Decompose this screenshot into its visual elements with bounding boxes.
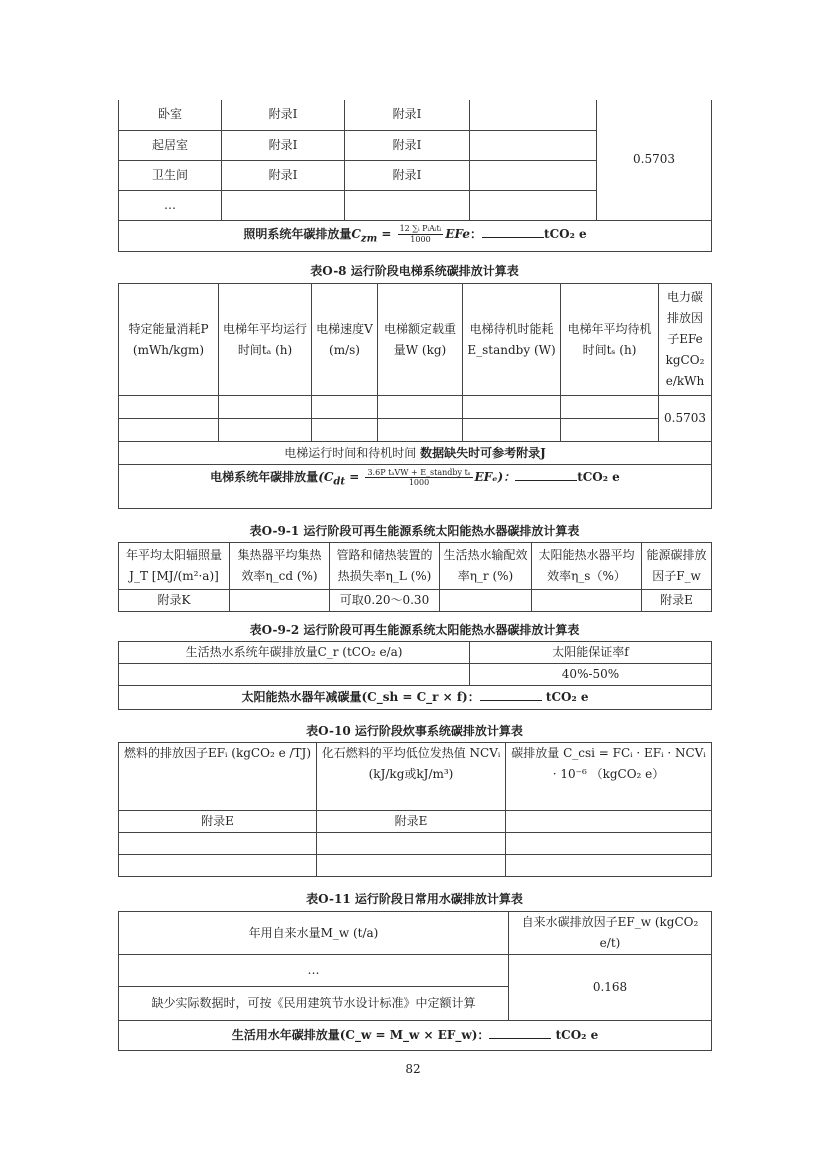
table-cell <box>317 833 506 855</box>
table-cell <box>463 419 561 442</box>
table-cell: 附录E <box>317 811 506 833</box>
table-cell <box>561 396 659 419</box>
water-summary-row <box>119 1021 712 1051</box>
solar-heater-table-2 <box>118 641 712 710</box>
summary-unit: tCO₂ e <box>545 690 589 704</box>
answer-blank[interactable] <box>482 225 544 238</box>
table-cell: 可取0.20～0.30 <box>330 590 440 612</box>
formula-fraction <box>365 468 472 487</box>
table-cell <box>470 160 597 190</box>
table-cell <box>119 833 317 855</box>
lighting-table <box>118 100 712 252</box>
table-cell <box>470 100 597 130</box>
table-header: 太阳能热水器平均效率η_s（%） <box>532 543 642 590</box>
table-header: 碳排放量 C_csi = FCᵢ · EFᵢ · NCVᵢ · 10⁻⁶ （kgCO₂ e） <box>506 743 712 811</box>
emission-factor-cell: 0.5703 <box>659 396 712 442</box>
table-caption: 表O-9-2 运行阶段可再生能源系统太阳能热水器碳排放计算表 <box>249 623 580 637</box>
table-caption: 表O-8 运行阶段电梯系统碳排放计算表 <box>310 264 519 278</box>
table-cell <box>312 419 378 442</box>
formula-tail: EFe <box>445 226 471 241</box>
table-cell <box>317 855 506 877</box>
table-cell <box>506 833 712 855</box>
formula-symbol: (C <box>318 470 334 484</box>
table-cell: 附录E <box>642 590 712 612</box>
formula-equals: = <box>377 226 396 241</box>
page-number: 82 <box>405 1062 421 1076</box>
table-header: 电力碳排放因子EFe kgCO₂ e/kWh <box>659 284 712 396</box>
summary-label: 生活用水年碳排放量(C_w = M_w × EF_w)： <box>231 1028 490 1042</box>
table-cell <box>470 130 597 160</box>
table-header: 自来水碳排放因子EF_w (kgCO₂ e/t) <box>509 912 712 955</box>
formula-subscript: zm <box>360 232 378 244</box>
summary-label: 太阳能热水器年减碳量(C_sh = C_r × f)： <box>241 690 480 704</box>
table-header: 电梯待机时能耗E_standby (W) <box>463 284 561 396</box>
table-header: 生活热水系统年碳排放量C_r (tCO₂ e/a) <box>119 642 470 664</box>
table-header: 电梯额定载重量W (kg) <box>378 284 463 396</box>
table-header: 特定能量消耗P (mWh/kgm) <box>119 284 219 396</box>
table-cell <box>506 855 712 877</box>
table-cell <box>119 396 219 419</box>
table-header: 电梯年平均运行时间tₐ (h) <box>219 284 312 396</box>
table-cell <box>312 396 378 419</box>
table-header: 电梯速度V (m/s) <box>312 284 378 396</box>
fraction-numerator: 12 ∑ᵢ PᵢAᵢtᵢ <box>399 224 442 234</box>
lighting-summary-row <box>119 220 712 251</box>
table-header: 管路和储热装置的热损失率η_L (%) <box>330 543 440 590</box>
table-cell <box>119 419 219 442</box>
table-header: 生活热水输配效率η_r (%) <box>440 543 532 590</box>
table-cell: 附录E <box>119 811 317 833</box>
summary-unit: tCO₂ e <box>555 1028 599 1042</box>
table-cell <box>230 590 330 612</box>
table-cell <box>378 396 463 419</box>
emission-factor-cell: 0.5703 <box>597 100 712 220</box>
table-cell: 附录I <box>345 100 470 130</box>
table-cell <box>532 590 642 612</box>
solar-heater-table-1 <box>118 542 712 612</box>
answer-blank[interactable] <box>515 468 577 481</box>
table-cell <box>440 590 532 612</box>
table-cell: 附录I <box>222 160 345 190</box>
formula-colon: ： <box>470 226 483 241</box>
table-cell: 附录I <box>345 160 470 190</box>
answer-blank[interactable] <box>480 688 542 701</box>
note-bold-text: 数据缺失时可参考附录J <box>420 445 546 460</box>
note-text: 电梯运行时间和待机时间 <box>284 445 421 460</box>
table-header: 燃料的排放因子EFᵢ (kgCO₂ e /TJ) <box>119 743 317 811</box>
table-caption: 表O-11 运行阶段日常用水碳排放计算表 <box>306 892 523 906</box>
formula-subscript: dt <box>333 476 346 488</box>
table-cell <box>119 664 470 686</box>
table-header: 能源碳排放因子F_w <box>642 543 712 590</box>
summary-unit: tCO₂ e <box>577 470 620 484</box>
cooking-table <box>118 742 712 877</box>
table-cell: 附录I <box>345 130 470 160</box>
table-cell: … <box>119 190 222 220</box>
table-caption: 表O-9-1 运行阶段可再生能源系统太阳能热水器碳排放计算表 <box>249 524 580 538</box>
table-header: 年平均太阳辐照量J_T [MJ/(m²·a)] <box>119 543 230 590</box>
table-cell: 40%-50% <box>470 664 712 686</box>
table-cell: … <box>119 955 509 987</box>
elevator-summary-row <box>119 465 712 509</box>
formula-tail: EFₑ)： <box>474 470 516 484</box>
elevator-note-row <box>119 442 712 465</box>
table-cell <box>345 190 470 220</box>
table-cell: 卫生间 <box>119 160 222 190</box>
summary-label: 电梯系统年碳排放量 <box>210 470 319 484</box>
table-cell <box>470 190 597 220</box>
table-cell: 起居室 <box>119 130 222 160</box>
water-table <box>118 911 712 1051</box>
table-caption: 表O-10 运行阶段炊事系统碳排放计算表 <box>306 724 523 738</box>
table-cell <box>219 419 312 442</box>
table-cell: 卧室 <box>119 100 222 130</box>
summary-label: 照明系统年碳排放量 <box>243 226 352 241</box>
table-cell <box>561 419 659 442</box>
fraction-denominator: 1000 <box>408 478 430 487</box>
elevator-table <box>118 283 712 509</box>
table-cell <box>222 190 345 220</box>
table-header: 化石燃料的平均低位发热值 NCVᵢ (kJ/kg或kJ/m³) <box>317 743 506 811</box>
table-header: 集热器平均集热效率η_cd (%) <box>230 543 330 590</box>
table-cell: 附录I <box>222 130 345 160</box>
table-cell <box>378 419 463 442</box>
table-cell <box>219 396 312 419</box>
table-cell <box>506 811 712 833</box>
formula-equals: = <box>345 470 364 484</box>
formula-fraction <box>398 224 444 243</box>
table-cell: 附录I <box>222 100 345 130</box>
table-cell <box>119 855 317 877</box>
solar-summary-row <box>119 686 712 710</box>
fraction-denominator: 1000 <box>410 234 431 244</box>
table-cell: 附录K <box>119 590 230 612</box>
table-header: 电梯年平均待机时间tₛ (h) <box>561 284 659 396</box>
answer-blank[interactable] <box>489 1026 551 1039</box>
table-cell: 缺少实际数据时，可按《民用建筑节水设计标准》中定额计算 <box>119 987 509 1021</box>
table-header: 年用自来水量M_w (t/a) <box>119 912 509 955</box>
formula-symbol: C <box>351 226 361 241</box>
table-header: 太阳能保证率f <box>470 642 712 664</box>
table-cell <box>463 396 561 419</box>
summary-unit: tCO₂ e <box>544 226 587 241</box>
fraction-numerator: 3.6P tₐVW + E_standby tₛ <box>367 467 471 477</box>
emission-factor-cell: 0.168 <box>509 955 712 1021</box>
